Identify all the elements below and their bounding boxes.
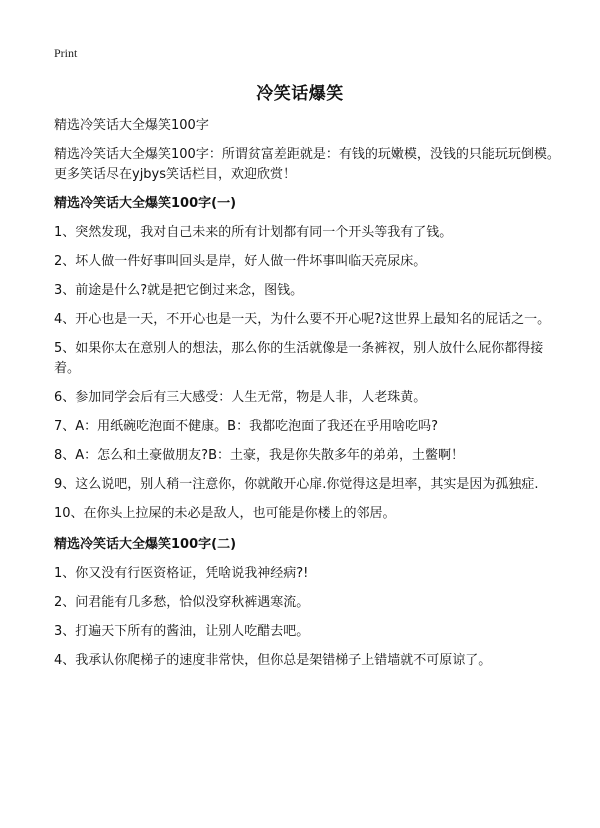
joke-item: 2、问君能有几多愁，恰似没穿秋裤遇寒流。 <box>54 595 310 610</box>
joke-item: 8、A：怎么和土豪做朋友?B：土豪，我是你失散多年的弟弟，土鳖啊！ <box>54 448 464 463</box>
joke-item: 1、你又没有行医资格证，凭啥说我神经病?! <box>54 566 309 581</box>
joke-item: 6、参加同学会后有三大感受：人生无常，物是人非，人老珠黄。 <box>54 390 427 405</box>
joke-item: 5、如果你太在意别人的想法，那么你的生活就像是一条裤衩，别人放什么屁你都得接着。 <box>54 341 544 376</box>
joke-item: 4、开心也是一天，不开心也是一天，为什么要不开心呢?这世界上最知名的屁话之一。 <box>54 312 551 327</box>
article-subtitle: 精选冷笑话大全爆笑100字 <box>54 118 209 133</box>
section-heading-1: 精选冷笑话大全爆笑100字(一) <box>54 196 237 211</box>
joke-item: 10、在你头上拉屎的未必是敌人，也可能是你楼上的邻居。 <box>54 506 396 521</box>
joke-item: 1、突然发现，我对自己未来的所有计划都有同一个开头等我有了钱。 <box>54 225 453 240</box>
joke-item: 4、我承认你爬梯子的速度非常快，但你总是架错梯子上错墙就不可原谅了。 <box>54 653 492 668</box>
joke-item: 2、坏人做一件好事叫回头是岸，好人做一件坏事叫临天亮尿床。 <box>54 254 427 269</box>
joke-item: 7、A：用纸碗吃泡面不健康。B：我都吃泡面了我还在乎用啥吃吗? <box>54 419 438 434</box>
article-body <box>54 116 562 680</box>
joke-item: 3、打遍天下所有的酱油，让别人吃醋去吧。 <box>54 624 310 639</box>
page-title: 冷笑话爆笑 <box>256 84 344 104</box>
joke-item: 9、这么说吧，别人稍一注意你，你就敞开心扉.你觉得这是坦率，其实是因为孤独症. <box>54 477 539 492</box>
joke-item: 3、前途是什么?就是把它倒过来念，图钱。 <box>54 283 304 298</box>
print-link[interactable]: Print <box>54 46 78 60</box>
section-heading-2: 精选冷笑话大全爆笑100字(二) <box>54 537 237 552</box>
article-intro: 精选冷笑话大全爆笑100字：所谓贫富差距就是：有钱的玩嫩模，没钱的只能玩玩倒模。更多笑话尽在yjbys笑话栏目，欢迎欣赏！ <box>54 147 560 182</box>
